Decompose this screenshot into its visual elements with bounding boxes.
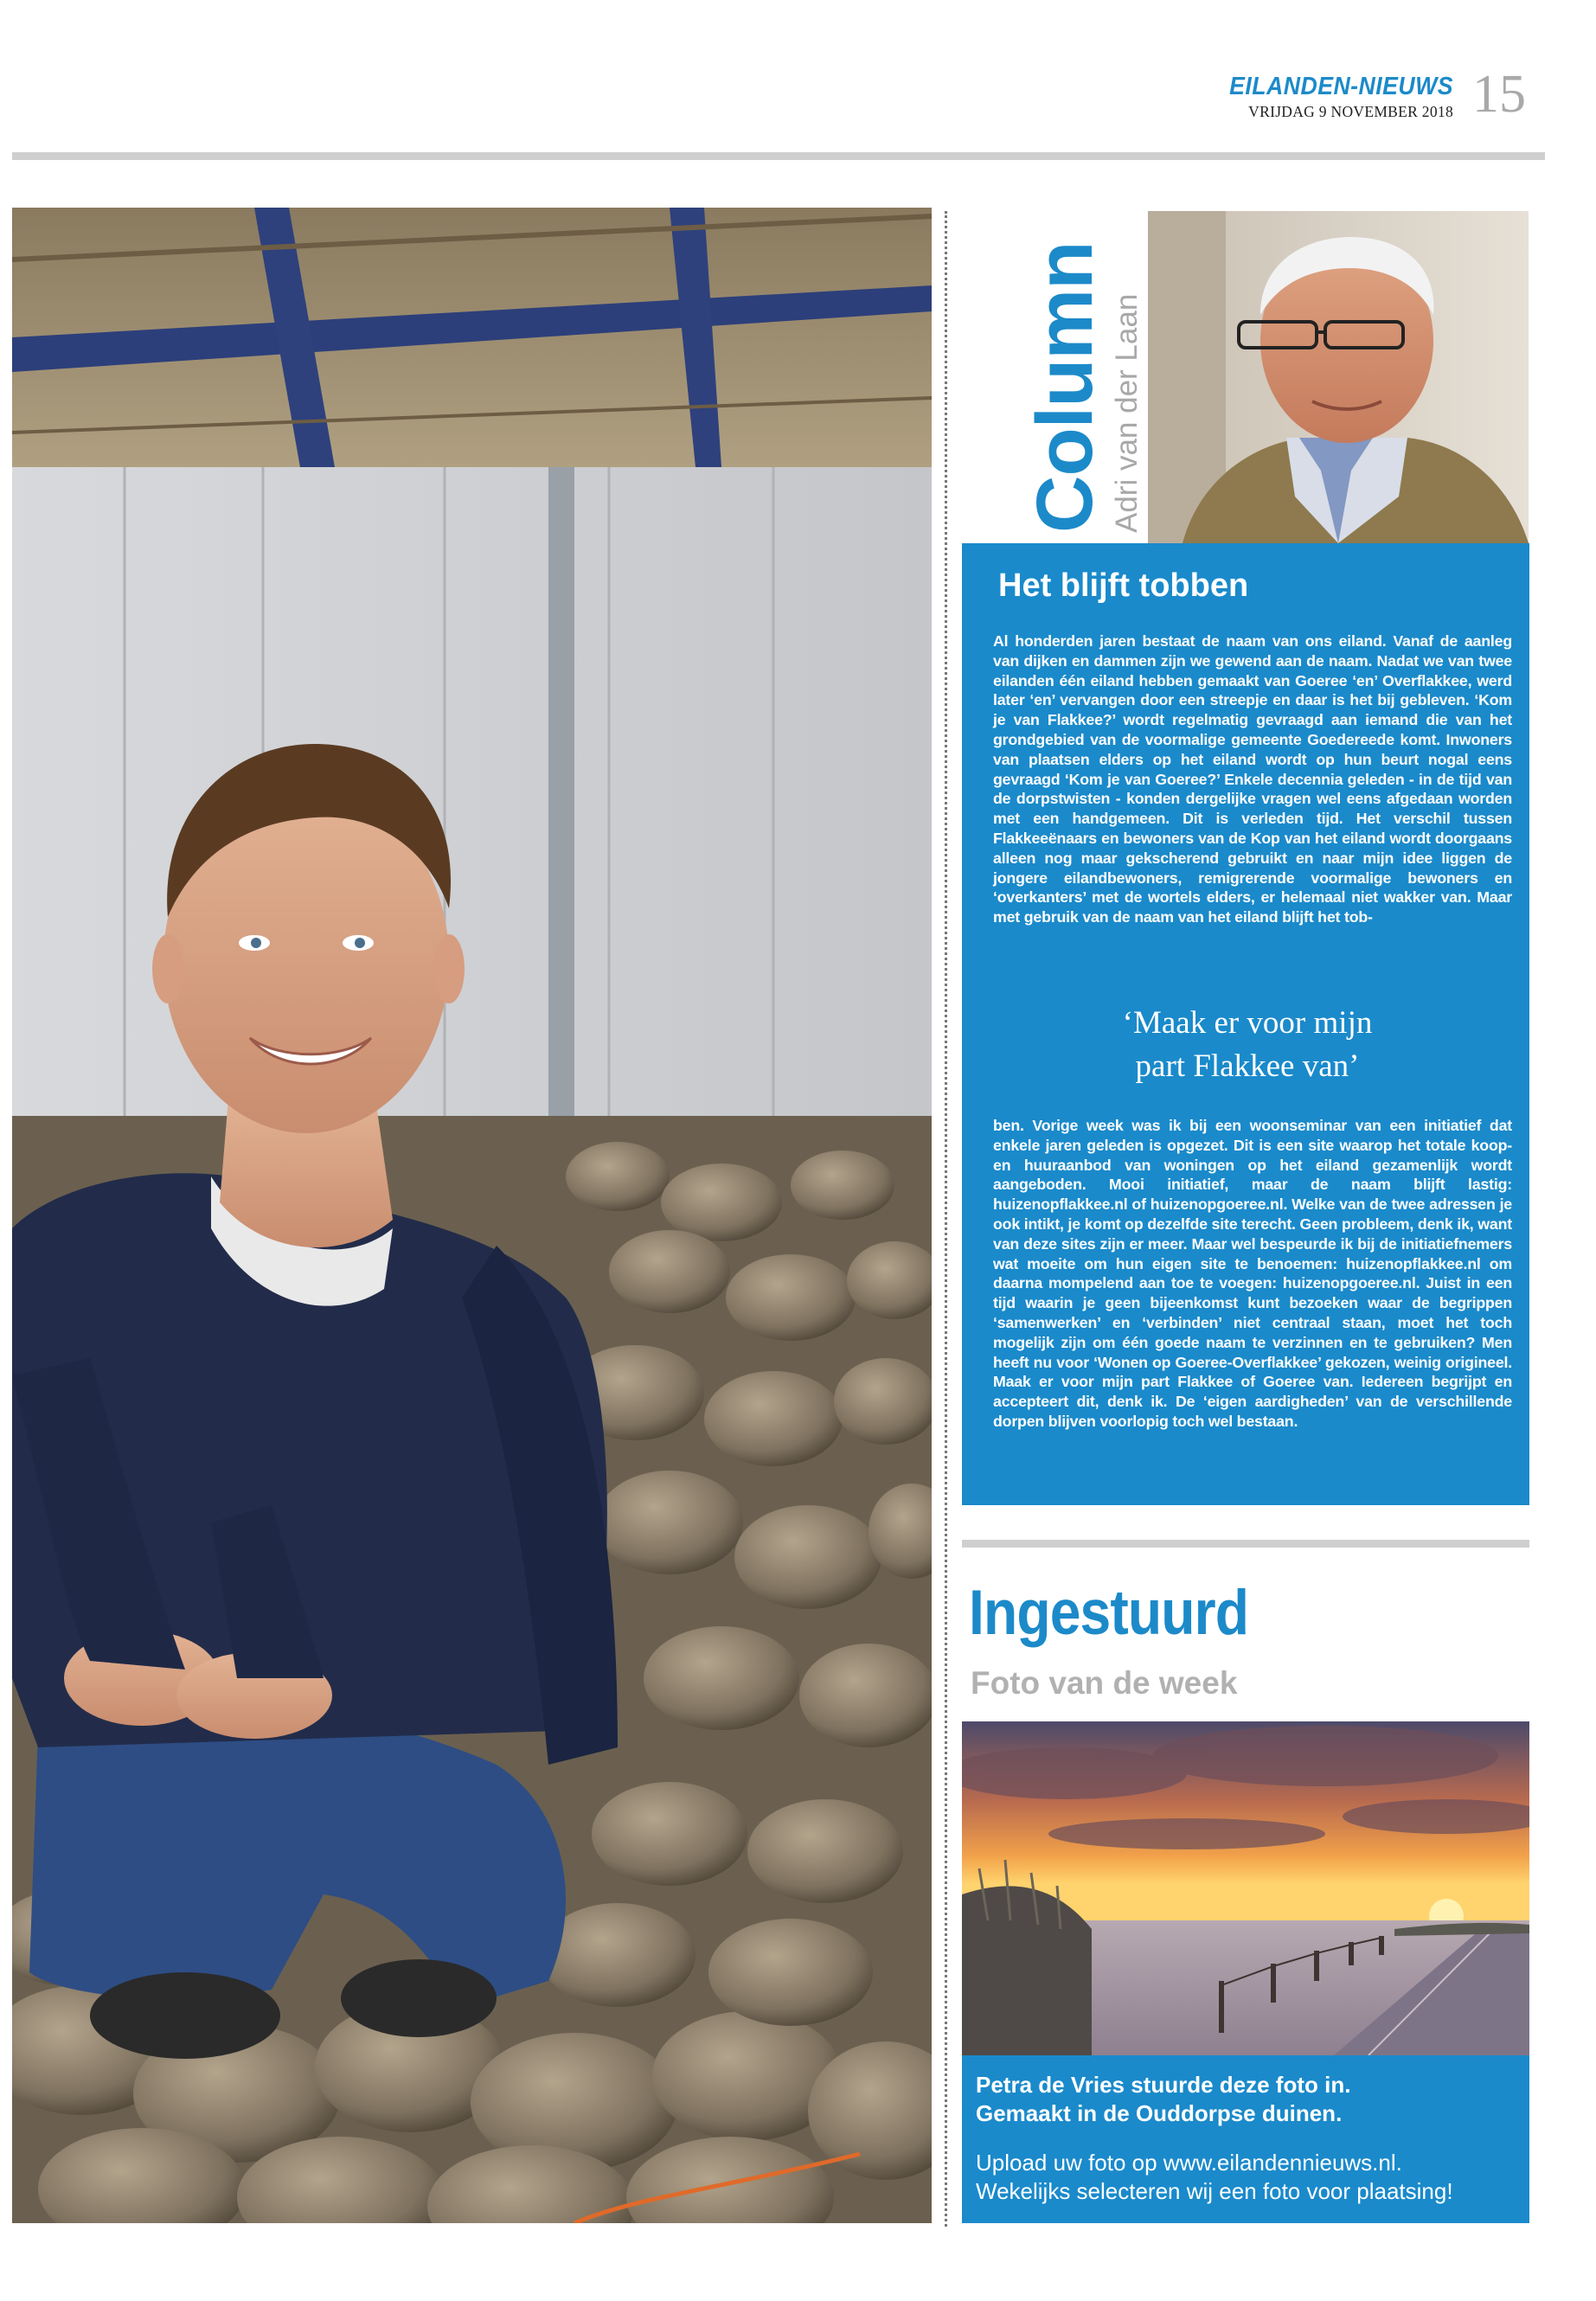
photo-of-the-week [962, 1721, 1529, 2055]
author-portrait [1148, 211, 1529, 543]
pull-quote [997, 1002, 1498, 1088]
photo-caption-box [962, 2055, 1529, 2223]
caption-line1: Petra de Vries stuurde deze foto in. [976, 2072, 1351, 2098]
upload-instructions [976, 2149, 1521, 2206]
header-divider [12, 152, 1545, 160]
column-header [962, 211, 1157, 543]
caption-line2: Gemaakt in de Ouddorpse duinen. [976, 2100, 1343, 2126]
masthead [1202, 73, 1453, 121]
newspaper-logo: EILANDEN-NIEUWS [1229, 73, 1453, 100]
column-author: Adri van der Laan [1110, 293, 1144, 533]
article-headline: Het blijft tobben [998, 567, 1249, 604]
main-photo-farmer-potatoes [12, 208, 932, 2223]
upload-line1: Upload uw foto op www.eilandennieuws.nl. [976, 2150, 1402, 2176]
photo-caption [976, 2071, 1521, 2128]
upload-line2: Wekelijks selecteren wij een foto voor plaatsing! [976, 2178, 1453, 2204]
article-body-part1: Al honderden jaren bestaat de naam van ons eiland. Vanaf de aanleg van dijken en dammen zijn we gewend aan de naam. Nadat we van twee eilanden één eiland hebben gemaakt van Goeree ‘en’ Overflakkee, werd later ‘en’ vervangen door een streepje en daar is het bij gebleven. ‘Kom je van Flakkee?’ wordt regelmatig gevraagd aan iemand die van het grondgebied van de voormalige gemeente Goedereede komt. Inwoners van plaatsen elders op het eiland wordt op hun beurt nogal eens gevraagd ‘Kom je van Goeree?’ Enkele decennia geleden - in de tijd van de dorpstwisten - konden dergelijke vragen wel eens afgedaan worden met een handgemeen. Dit is verleden tijd. Het verschil tussen Flakkeeënaars en bewoners van de Kop van het eiland wordt doorgaans alleen nog maar gekscherend gebruikt en naar mijn idee liggen de jongere eilandbewoners, remigrerende voormalige bewoners en ‘overkanters’ met de wortels elders, er helemaal niet wakker van. Maar met gebruik van de naam van het eiland blijft het tob- [993, 632, 1512, 926]
column-separator [945, 211, 947, 2227]
pull-quote-line2: part Flakkee van’ [1135, 1048, 1360, 1084]
page-number: 15 [1472, 65, 1526, 124]
issue-date: VRIJDAG 9 NOVEMBER 2018 [1248, 103, 1453, 120]
section-subtitle: Foto van de week [971, 1665, 1238, 1701]
section-divider [962, 1540, 1529, 1548]
pull-quote-line1: ‘Maak er voor mijn [1122, 1005, 1373, 1041]
column-label: Column [1021, 241, 1109, 533]
article-body-part2: ben. Vorige week was ik bij een woonseminar van een initiatief dat enkele jaren geleden is opgezet. Dit is een site waarop het totale koop- en huuraanbod van woningen op het eiland gezamenlijk wordt aangeboden. Mooi initiatief, maar de naam blijft lastig: huizenopflakkee.nl of huizenopgoeree.nl. Welke van de twee adressen je ook intikt, je komt op dezelfde site terecht. Geen probleem, denk ik, want van deze sites zijn er meer. Maar wel bespeurde ik bij de initiatiefnemers wat moeite om hun eigen site te benoemen: huizenopflakkee.nl om daarna mompelend aan toe te voegen: huizenopgoeree.nl. Juist in een tijd waarin je geen bijeenkomst kunt bezoeken waar de begrippen ‘samenwerken’ en ‘verbinden’ niet centraal staan, moet het toch mogelijk zijn om één goede naam te verzinnen en te gebruiken? Men heeft nu voor ‘Wonen op Goeree-Overflakkee’ gekozen, weinig origineel. Maak er voor mijn part Flakkee of Goeree van. Iedereen begrijpt en accepteert dit, denk ik. De ‘eigen aardigheden’ van de verschillende dorpen blijven voorlopig toch wel bestaan. [993, 1117, 1512, 1430]
section-title: Ingestuurd [969, 1578, 1249, 1648]
column-article [962, 543, 1529, 1505]
